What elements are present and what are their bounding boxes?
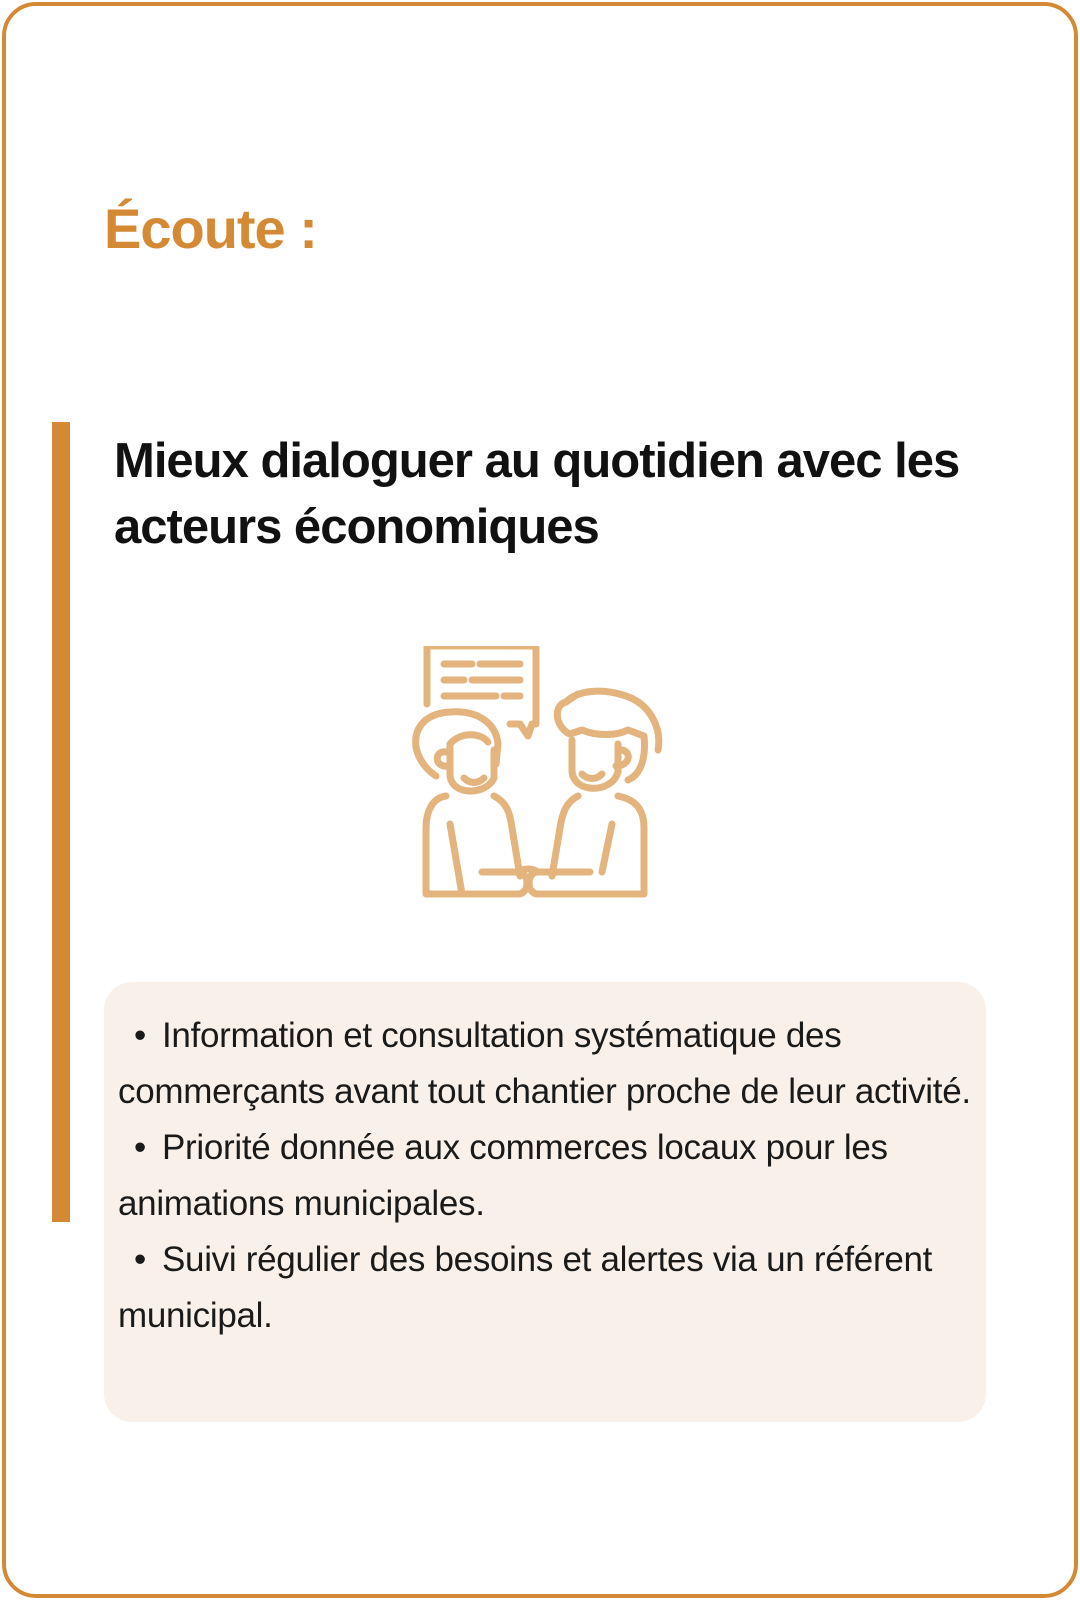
- dialogue-two-people-icon: [406, 646, 676, 926]
- section-title: Écoute :: [104, 197, 317, 260]
- card-heading: Mieux dialoguer au quotidien avec les acteurs économiques: [114, 434, 960, 554]
- list-item: [118, 1120, 972, 1232]
- bullet-text: Information et consultation systématique des commerçants avant tout chantier proche de leur activité.: [118, 1016, 971, 1111]
- list-item: [118, 1232, 972, 1344]
- accent-bar: [52, 422, 70, 1222]
- bullet-text: Priorité donnée aux commerces locaux pour les animations municipales.: [118, 1128, 888, 1223]
- bullet-box: [104, 982, 986, 1422]
- list-item: [118, 1008, 972, 1120]
- bullet-list: [118, 1008, 972, 1344]
- info-card: [2, 2, 1078, 1598]
- bullet-marker: •: [134, 1128, 146, 1167]
- bullet-text: Suivi régulier des besoins et alertes via un référent municipal.: [118, 1240, 933, 1335]
- bullet-marker: •: [134, 1240, 146, 1279]
- bullet-marker: •: [134, 1016, 146, 1055]
